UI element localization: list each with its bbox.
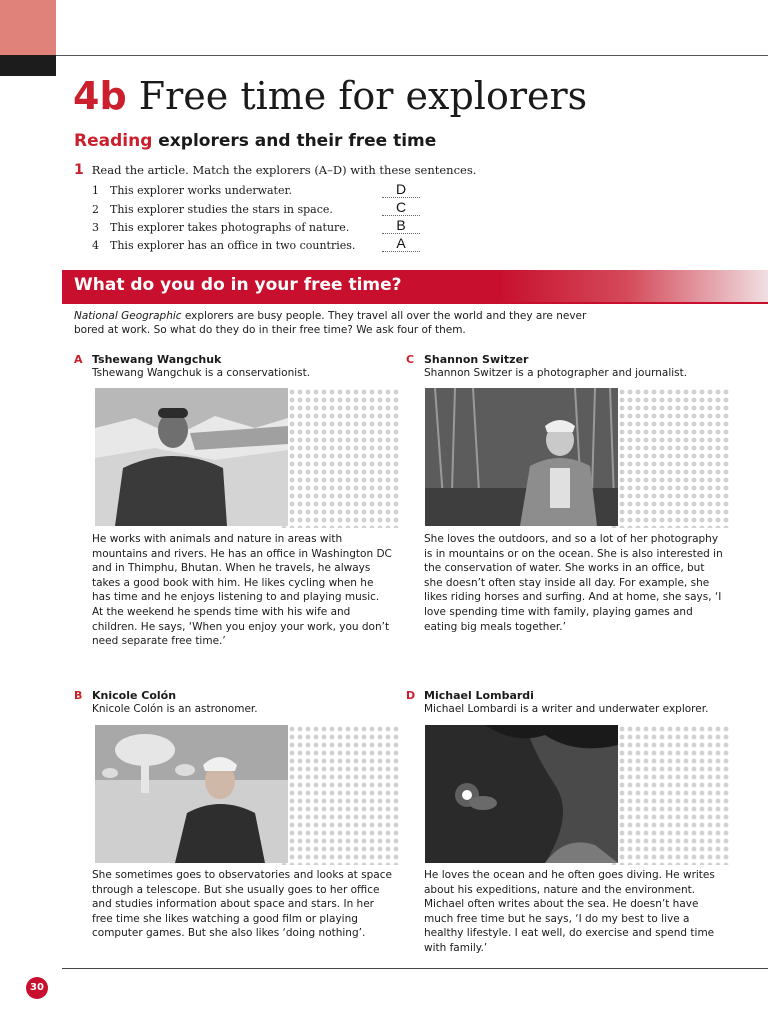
answer-field[interactable]: D — [382, 182, 420, 198]
explorer-photo-d — [425, 725, 618, 863]
explorer-card-a — [74, 353, 394, 379]
exercise-item: 4 This explorer has an office in two countries. — [92, 239, 356, 252]
page-title — [73, 70, 587, 122]
explorer-heading: C Shannon Switzer — [406, 353, 529, 366]
exercise-number: 1 — [74, 162, 84, 178]
explorer-heading: A Tshewang Wangchuk — [74, 353, 222, 366]
intro-text: explorers are busy people. They travel all over the world and they are never bored at work. So what do they do in their free time? We ask four of them. — [74, 310, 587, 336]
explorer-text-a: He works with animals and nature in areas with mountains and rivers. He has an office in Washington DC and in Thimphu, Bhutan. When he travels, he always takes a good book with him. He likes cycling when he has time and he enjoys listening to and playing music. At the weekend he spends time with his wife and children. He says, ‘When you enjoy your work, you don’t need separate free time.’ — [92, 533, 392, 648]
answer-field[interactable]: C — [382, 200, 420, 216]
explorer-name: Shannon Switzer — [424, 353, 529, 366]
explorer-card-d — [406, 689, 726, 715]
banner-rule — [62, 302, 768, 304]
instruction-text: Read the article. Match the explorers (A–D) with these sentences. — [91, 163, 477, 177]
article-heading: What do you do in your free time? — [74, 275, 402, 295]
section-subtitle — [74, 131, 436, 151]
explorer-photo-c — [425, 388, 618, 526]
explorer-photo-b — [95, 725, 288, 863]
exercise-instruction — [74, 162, 476, 178]
page-number-badge: 30 — [26, 977, 48, 999]
explorer-text-b: She sometimes goes to observatories and looks at space through a telescope. But she usually goes to her office and studies information about space and stars. In her free time she likes watching a good film or playing computer games. But she also likes ‘doing nothing’. — [92, 869, 392, 940]
explorer-name: Michael Lombardi — [424, 689, 534, 702]
top-rule — [56, 55, 768, 56]
explorer-text-c: She loves the outdoors, and so a lot of her photography is in mountains or on the ocean. She is also interested in the conservation of water. She works in an office, but she doesn’t often stay inside all day. For example, she likes riding horses and surfing. And at home, she says, ‘I love spending time with family, playing games and eating big meals together.’ — [424, 533, 723, 633]
exercise-item: 2 This explorer studies the stars in space. — [92, 203, 333, 216]
dot-pattern — [610, 388, 730, 528]
answer-field[interactable]: B — [382, 218, 420, 234]
exercise-item: 1 This explorer works underwater. — [92, 184, 293, 197]
explorer-heading: B Knicole Colón — [74, 689, 177, 702]
explorer-card-c — [406, 353, 726, 379]
intro-magazine-name: National Geographic — [74, 310, 182, 322]
explorer-name: Tshewang Wangchuk — [92, 353, 222, 366]
explorer-heading: D Michael Lombardi — [406, 689, 534, 702]
lesson-title: Free time for explorers — [138, 74, 588, 118]
subtitle-lead: Reading — [74, 131, 153, 151]
dot-pattern — [280, 725, 400, 865]
answer-field[interactable]: A — [382, 236, 420, 252]
explorer-role: Tshewang Wangchuk is a conservationist. — [92, 367, 311, 379]
article-intro — [74, 309, 614, 337]
explorer-role: Knicole Colón is an astronomer. — [92, 703, 258, 715]
explorer-name: Knicole Colón — [92, 689, 177, 702]
explorer-role: Shannon Switzer is a photographer and journalist. — [424, 367, 688, 379]
article-banner — [62, 270, 768, 302]
explorer-role: Michael Lombardi is a writer and underwater explorer. — [424, 703, 709, 715]
explorer-card-b — [74, 689, 394, 715]
bottom-rule — [62, 968, 768, 969]
explorer-photo-a — [95, 388, 288, 526]
dot-pattern — [610, 725, 730, 865]
corner-accent-pink — [0, 0, 56, 55]
subtitle-rest: explorers and their free time — [158, 131, 437, 151]
corner-accent-black — [0, 55, 56, 76]
exercise-item: 3 This explorer takes photographs of nature. — [92, 221, 350, 234]
dot-pattern — [280, 388, 400, 528]
lesson-number: 4b — [73, 74, 127, 118]
explorer-text-d: He loves the ocean and he often goes diving. He writes about his expeditions, nature and the environment. Michael often writes about the sea. He doesn’t have much free time but he says, ‘I do my best to live a healthy lifestyle. I eat well, do exercise and spend time with family.’ — [424, 869, 715, 954]
